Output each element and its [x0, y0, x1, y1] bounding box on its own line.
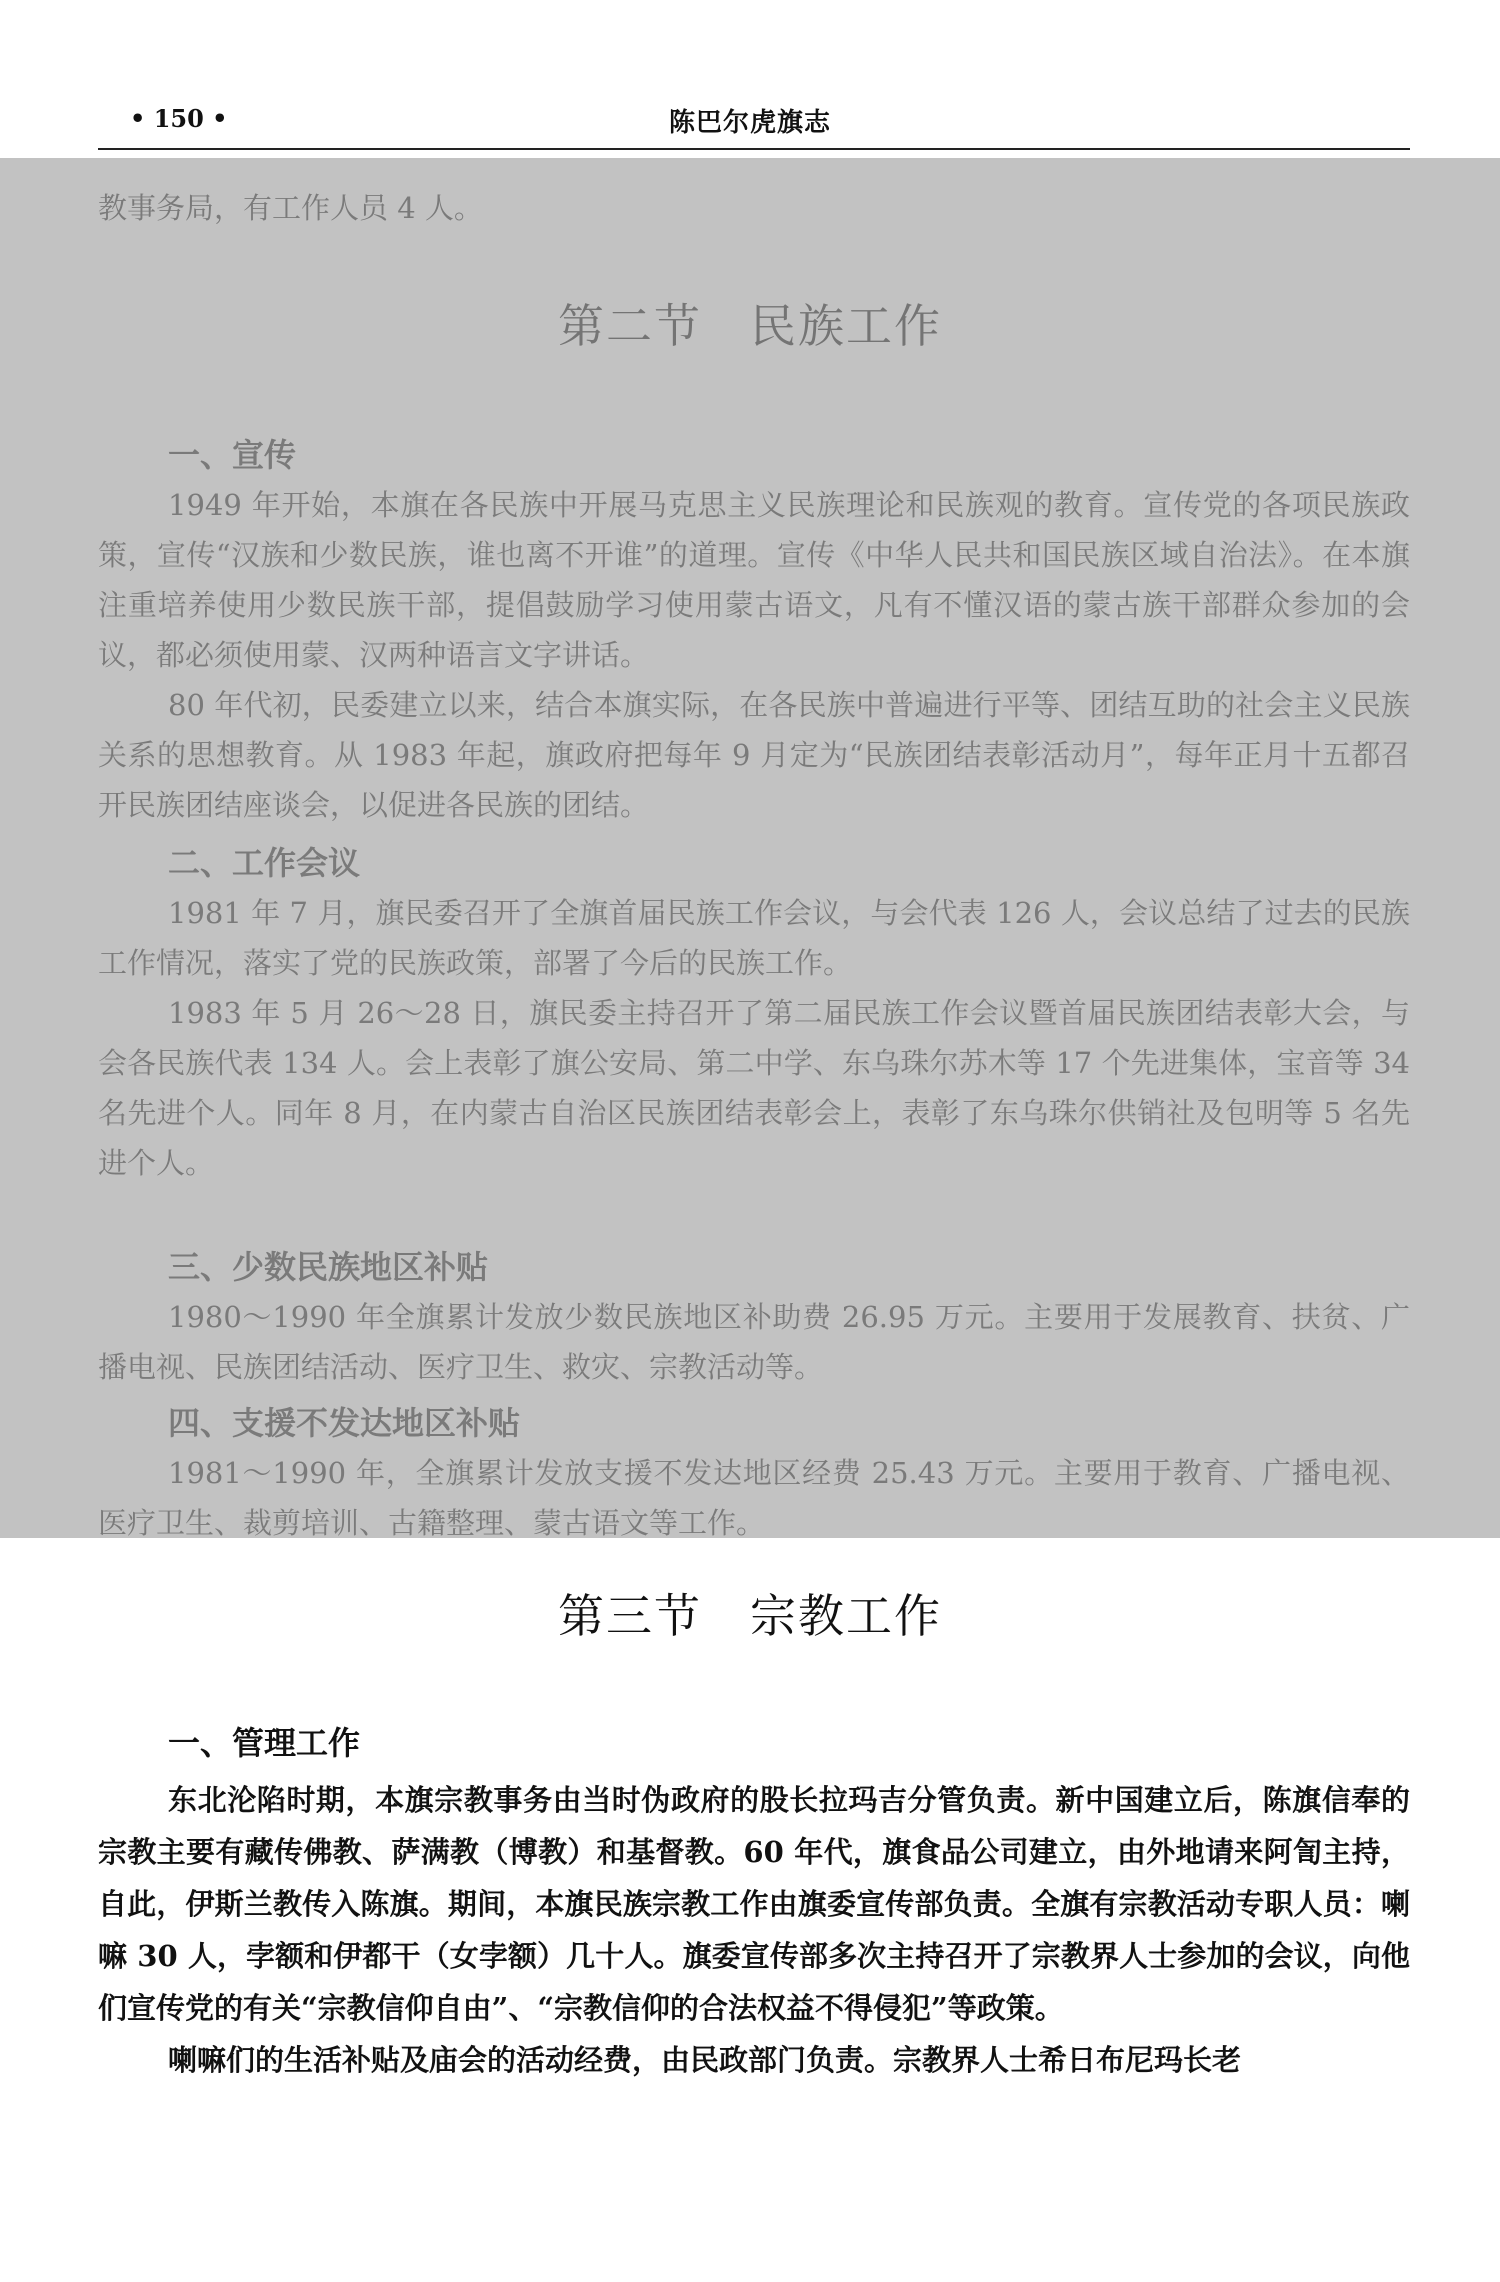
section-name: 宗教工作 [750, 1589, 942, 1643]
continued-text: 教事务局，有工作人员 4 人。 [98, 191, 483, 225]
paragraph: 1980～1990 年全旗累计发放少数民族地区补助费 26.95 万元。主要用于发展教育、扶贫、广播电视、民族团结活动、医疗卫生、救灾、宗教活动等。 [98, 1300, 1410, 1384]
paragraph: 1981 年 7 月，旗民委召开了全旗首届民族工作会议，与会代表 126 人，会议总结了过去的民族工作情况，落实了党的民族政策，部署了今后的民族工作。 [98, 896, 1410, 980]
running-title: 陈巴尔虎旗志 [668, 108, 831, 138]
subsection-heading: 一、管理工作 [168, 1724, 361, 1762]
section-title [0, 290, 1500, 356]
subsection-heading: 四、支援不发达地区补贴 [168, 1404, 521, 1442]
paragraph-group [98, 1448, 1410, 1548]
paragraph-group [98, 888, 1410, 1188]
subsection-heading: 三、少数民族地区补贴 [168, 1248, 489, 1286]
paragraph: 1981～1990 年，全旗累计发放支援不发达地区经费 25.43 万元。主要用于教育、广播电视、医疗卫生、裁剪培训、古籍整理、蒙古语文等工作。 [98, 1456, 1410, 1540]
paragraph: 80 年代初，民委建立以来，结合本旗实际，在各民族中普遍进行平等、团结互助的社会主义民族关系的思想教育。从 1983 年起，旗政府把每年 9 月定为“民族团结表彰活动月”，每年正月十五都召开民族团结座谈会，以促进各民族的团结。 [98, 688, 1410, 822]
section-number: 第二节 [558, 299, 702, 353]
highlighted-region [0, 158, 1500, 1538]
paragraph: 1949 年开始，本旗在各民族中开展马克思主义民族理论和民族观的教育。宣传党的各项民族政策，宣传“汉族和少数民族，谁也离不开谁”的道理。宣传《中华人民共和国民族区域自治法》。在本旗注重培养使用少数民族干部，提倡鼓励学习使用蒙古语文，凡有不懂汉语的蒙古族干部群众参加的会议，都必须使用蒙、汉两种语言文字讲话。 [98, 488, 1410, 672]
subsection-heading: 二、工作会议 [168, 844, 361, 882]
section-name: 民族工作 [750, 299, 942, 353]
paragraph: 东北沦陷时期，本旗宗教事务由当时伪政府的股长拉玛吉分管负责。新中国建立后，陈旗信奉的宗教主要有藏传佛教、萨满教（博教）和基督教。60 年代，旗食品公司建立，由外地请来阿訇主持，自此，伊斯兰教传入陈旗。期间，本旗民族宗教工作由旗委宣传部负责。全旗有宗教活动专职人员：喇嘛 30 人，孛额和伊都干（女孛额）几十人。旗委宣传部多次主持召开了宗教界人士参加的会议，向他们宣传党的有关“宗教信仰自由”、“宗教信仰的合法权益不得侵犯”等政策。 [98, 1783, 1410, 2025]
header-rule [98, 148, 1410, 150]
paragraph-group [98, 1292, 1410, 1392]
paragraph-group [98, 480, 1410, 830]
section-title [0, 1580, 1500, 1646]
subsection-heading: 一、宣传 [168, 436, 297, 474]
page-number: • 150 • [130, 104, 228, 133]
paragraph: 1983 年 5 月 26～28 日，旗民委主持召开了第二届民族工作会议暨首届民族团结表彰大会，与会各民族代表 134 人。会上表彰了旗公安局、第二中学、东乌珠尔苏木等 17 个先进集体，宝音等 34 名先进个人。同年 8 月，在内蒙古自治区民族团结表彰会上，表彰了东乌珠尔供销社及包明等 5 名先进个人。 [98, 996, 1410, 1180]
page-header [0, 0, 1500, 158]
paragraph: 喇嘛们的生活补贴及庙会的活动经费，由民政部门负责。宗教界人士希日布尼玛长老 [168, 2043, 1242, 2077]
paragraph-group [98, 1774, 1410, 2086]
section-number: 第三节 [558, 1589, 702, 1643]
